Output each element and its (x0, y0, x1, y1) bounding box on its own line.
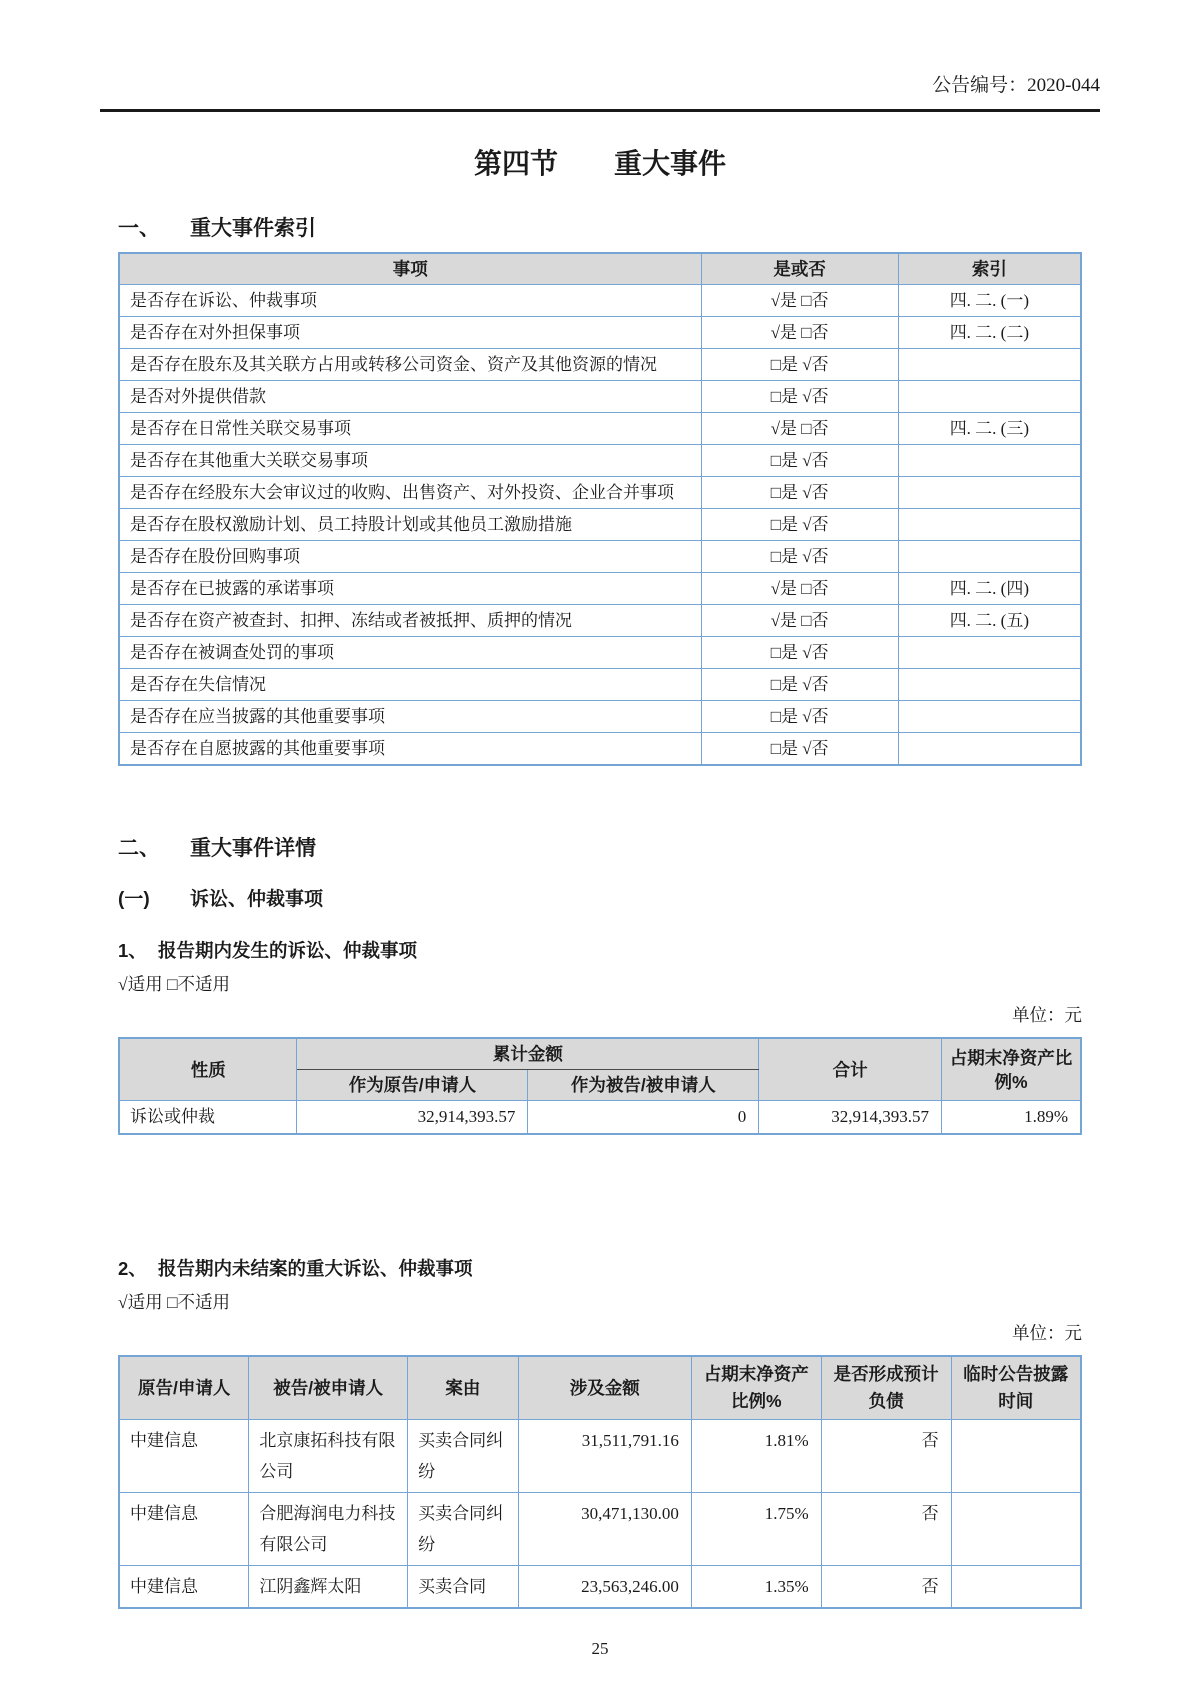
index-cell (898, 669, 1081, 701)
table-row (119, 1101, 1081, 1135)
col-header-plaintiff: 原告/申请人 (119, 1356, 249, 1420)
yes-no-cell: √是 □否 (701, 317, 898, 349)
disclosure-cell (951, 1420, 1081, 1493)
item1-title: 报告期内发生的诉讼、仲裁事项 (158, 940, 418, 961)
plaintiff-cell: 中建信息 (119, 1420, 249, 1493)
col-header-ratio: 占期末净资产比例% (691, 1356, 821, 1420)
disclosure-cell (951, 1493, 1081, 1566)
section1-title: 重大事件索引 (190, 217, 316, 240)
table-row (119, 317, 1081, 349)
item-cell: 是否存在自愿披露的其他重要事项 (119, 733, 701, 766)
yes-no-cell: √是 □否 (701, 285, 898, 317)
header-row (119, 1356, 1081, 1420)
table-row (119, 669, 1081, 701)
provision-cell: 否 (821, 1566, 951, 1609)
item-cell: 是否存在股东及其关联方占用或转移公司资金、资产及其他资源的情况 (119, 349, 701, 381)
doc-header (100, 0, 1100, 112)
index-cell (898, 733, 1081, 766)
table-row (119, 733, 1081, 766)
table-row (119, 1420, 1081, 1493)
table-row (119, 605, 1081, 637)
table-row (119, 413, 1081, 445)
table-row (119, 701, 1081, 733)
item-cell: 是否存在失信情况 (119, 669, 701, 701)
item-cell: 是否对外提供借款 (119, 381, 701, 413)
cause-cell: 买卖合同 (408, 1566, 519, 1609)
col-header-total: 合计 (759, 1038, 942, 1101)
amount-cell: 31,511,791.16 (518, 1420, 691, 1493)
table-row (119, 381, 1081, 413)
plaintiff-cell: 中建信息 (119, 1566, 249, 1609)
item-cell: 是否存在应当披露的其他重要事项 (119, 701, 701, 733)
yes-no-cell: □是 √否 (701, 445, 898, 477)
col-header-defendant: 被告/被申请人 (249, 1356, 408, 1420)
index-cell: 四. 二. (一) (898, 285, 1081, 317)
provision-cell: 否 (821, 1493, 951, 1566)
section2-title: 重大事件详情 (190, 837, 316, 860)
table-row (119, 349, 1081, 381)
page-number: 25 (591, 1639, 609, 1658)
as-plaintiff-cell: 32,914,393.57 (297, 1101, 528, 1135)
item-cell: 是否存在被调查处罚的事项 (119, 637, 701, 669)
yes-no-cell: □是 √否 (701, 509, 898, 541)
doc-number: 公告编号：2020-044 (932, 75, 1100, 96)
provision-cell: 否 (821, 1420, 951, 1493)
subsection1-number: (一) (118, 889, 150, 910)
table-row (119, 285, 1081, 317)
item-cell: 是否存在日常性关联交易事项 (119, 413, 701, 445)
item-cell: 是否存在股份回购事项 (119, 541, 701, 573)
yes-no-cell: □是 √否 (701, 381, 898, 413)
col-header-cause: 案由 (408, 1356, 519, 1420)
total-cell: 32,914,393.57 (759, 1101, 942, 1135)
table-row (119, 541, 1081, 573)
cause-cell: 买卖合同纠纷 (408, 1420, 519, 1493)
col-header-nature: 性质 (119, 1038, 297, 1101)
index-cell: 四. 二. (二) (898, 317, 1081, 349)
item-cell: 是否存在资产被查封、扣押、冻结或者被抵押、质押的情况 (119, 605, 701, 637)
col-header-as-plaintiff: 作为原告/申请人 (297, 1070, 528, 1101)
item2-applicable: √适用 □不适用 (118, 1292, 231, 1312)
major-events-index-table (118, 252, 1082, 766)
plaintiff-cell: 中建信息 (119, 1493, 249, 1566)
yes-no-cell: □是 √否 (701, 733, 898, 766)
ratio-cell: 1.81% (691, 1420, 821, 1493)
yes-no-cell: □是 √否 (701, 477, 898, 509)
item-cell: 是否存在其他重大关联交易事项 (119, 445, 701, 477)
section1-number: 一、 (118, 217, 160, 240)
section2-number: 二、 (118, 837, 160, 860)
col-header-ratio: 占期末净资产比例% (941, 1038, 1081, 1101)
yes-no-cell: √是 □否 (701, 605, 898, 637)
yes-no-cell: □是 √否 (701, 349, 898, 381)
col-header-provision: 是否形成预计负债 (821, 1356, 951, 1420)
item-cell: 是否存在对外担保事项 (119, 317, 701, 349)
index-cell (898, 477, 1081, 509)
subsection1-title: 诉讼、仲裁事项 (190, 889, 324, 910)
index-cell: 四. 二. (五) (898, 605, 1081, 637)
col-header-yes-no: 是或否 (701, 253, 898, 285)
col-header-index: 索引 (898, 253, 1081, 285)
item-cell: 是否存在已披露的承诺事项 (119, 573, 701, 605)
defendant-cell: 合肥海润电力科技有限公司 (249, 1493, 408, 1566)
yes-no-cell: □是 √否 (701, 541, 898, 573)
ratio-cell: 1.35% (691, 1566, 821, 1609)
table-row (119, 509, 1081, 541)
pending-litigation-table (118, 1355, 1082, 1609)
item1-unit-label: 单位：元 (1012, 1005, 1082, 1025)
yes-no-cell: √是 □否 (701, 413, 898, 445)
item-cell: 是否存在诉讼、仲裁事项 (119, 285, 701, 317)
item-cell: 是否存在经股东大会审议过的收购、出售资产、对外投资、企业合并事项 (119, 477, 701, 509)
item2-heading (118, 1255, 1082, 1281)
litigation-summary-table (118, 1037, 1082, 1135)
nature-cell: 诉讼或仲裁 (119, 1101, 297, 1135)
page-title: 第四节 重大事件 (473, 148, 726, 179)
col-header-amount: 涉及金额 (518, 1356, 691, 1420)
table-row (119, 573, 1081, 605)
table-row (119, 1493, 1081, 1566)
cause-cell: 买卖合同纠纷 (408, 1493, 519, 1566)
section1-heading (118, 212, 1082, 242)
table-row (119, 445, 1081, 477)
index-cell (898, 381, 1081, 413)
index-cell (898, 509, 1081, 541)
section2-heading (118, 832, 1082, 862)
col-header-as-defendant: 作为被告/被申请人 (528, 1070, 759, 1101)
index-cell (898, 349, 1081, 381)
yes-no-cell: □是 √否 (701, 701, 898, 733)
item2-title: 报告期内未结案的重大诉讼、仲裁事项 (158, 1258, 473, 1279)
yes-no-cell: □是 √否 (701, 637, 898, 669)
subsection1-heading (118, 884, 1082, 911)
item-cell: 是否存在股权激励计划、员工持股计划或其他员工激励措施 (119, 509, 701, 541)
yes-no-cell: □是 √否 (701, 669, 898, 701)
header-row (119, 1038, 1081, 1070)
item1-number: 1、 (118, 940, 147, 961)
amount-cell: 23,563,246.00 (518, 1566, 691, 1609)
index-cell (898, 541, 1081, 573)
ratio-cell: 1.75% (691, 1493, 821, 1566)
as-defendant-cell: 0 (528, 1101, 759, 1135)
index-cell (898, 637, 1081, 669)
index-cell: 四. 二. (三) (898, 413, 1081, 445)
index-cell (898, 701, 1081, 733)
header-row (119, 253, 1081, 285)
table-row (119, 477, 1081, 509)
col-header-item: 事项 (119, 253, 701, 285)
disclosure-cell (951, 1566, 1081, 1609)
ratio-cell: 1.89% (941, 1101, 1081, 1135)
item1-applicable: √适用 □不适用 (118, 974, 231, 994)
item2-unit-label: 单位：元 (1012, 1323, 1082, 1343)
col-header-cumulative: 累计金额 (297, 1038, 759, 1070)
amount-cell: 30,471,130.00 (518, 1493, 691, 1566)
table-row (119, 1566, 1081, 1609)
index-cell (898, 445, 1081, 477)
defendant-cell: 北京康拓科技有限公司 (249, 1420, 408, 1493)
item1-heading (118, 937, 1082, 963)
index-cell: 四. 二. (四) (898, 573, 1081, 605)
defendant-cell: 江阴鑫辉太阳 (249, 1566, 408, 1609)
yes-no-cell: √是 □否 (701, 573, 898, 605)
item2-number: 2、 (118, 1258, 147, 1279)
table-row (119, 637, 1081, 669)
col-header-disclosure: 临时公告披露时间 (951, 1356, 1081, 1420)
